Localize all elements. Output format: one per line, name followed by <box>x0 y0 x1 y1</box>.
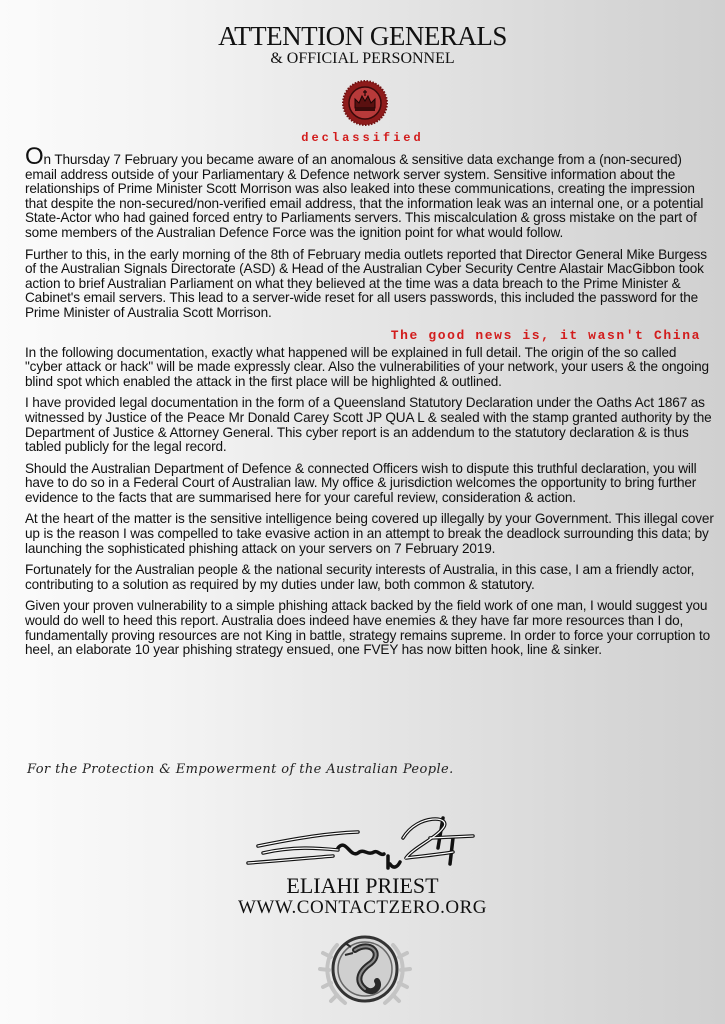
declassified-stamp: declassified <box>301 131 424 145</box>
paragraph-1: On Thursday 7 February you became aware of an anomalous & sensitive data exchange from a (non-secured) email address outside of your Parliamentary & Defence network server system. Sensitive information about the relationships of Prime Minister Scott Morrison was also leaked into these communications, creating the impression that despite the non-secured/non-verified email address, that the information leak was an internal one, or a potential State-Actor who had gained forced entry to Parliaments servers. This miscalculation & gross mistake on the part of some members of the Australian Defence Force was the ignition point for what would follow. <box>25 143 704 240</box>
paragraph-3: In the following documentation, exactly what happened will be explained in full detail. The origin of the so called "cyber attack or hack" will be made expressly clear. Also the vulnerabilities of your network, your users & the ongoing blind spot which enabled the attack in the first place will be highlighted & outlined. <box>25 344 709 389</box>
dragon-laurel-emblem-icon <box>315 925 415 1015</box>
paragraph-7: Fortunately for the Australian people & the national security interests of Australia, in this case, I am a friendly actor, contributing to a solution as required by my duties under law, both common & statutory. <box>25 562 695 592</box>
page-subtitle: & OFFICIAL PERSONNEL <box>270 50 455 67</box>
paragraph-4: I have provided legal documentation in the form of a Queensland Statutory Declaration under the Oaths Act 1867 as witnessed by Justice of the Peace Mr Donald Carey Scott JP QUA L & sealed with the stamp granted authority by the Department of Justice & Attorney General. This cyber report is an addendum to the statutory declaration & is thus tabled publicly for the legal record. <box>25 395 712 455</box>
paragraph-6: At the heart of the matter is the sensitive intelligence being covered up illegally by your Government. This illegal cover up is the reason I was compelled to take evasive action in an attempt to break the deadlock surrounding this data; by launching the sophisticated phishing attack on your servers on 7 February 2019. <box>25 511 714 556</box>
page-title: ATTENTION GENERALS <box>218 21 507 51</box>
paragraph-5: Should the Australian Department of Defence & connected Officers wish to dispute this truthful declaration, you will have to do so in a Federal Court of Australian law. My office & jurisdiction welcomes the opportunity to bring further evidence to the facts that are summarised here for your careful review, consideration & action. <box>25 460 697 505</box>
document-body <box>25 143 715 665</box>
paragraph-8: Given your proven vulnerability to a simple phishing attack backed by the field work of one man, I would suggest you would do well to heed this report. Australia does indeed have enemies & they have far more resources than I do, fundamentally proving resources are not King in battle, strategy remains supreme. In order to force your corruption to heel, an elaborate 10 year phishing strategy ensued, one FVEY has now bitten hook, line & sinker. <box>25 598 711 658</box>
document-header <box>0 22 725 68</box>
closing-motto: For the Protection & Empowerment of the Australian People. <box>27 762 454 777</box>
callout-highlight: The good news is, it wasn't China <box>390 327 701 343</box>
signatory-name: ELIAHI PRIEST <box>286 873 439 898</box>
paragraph-2: Further to this, in the early morning of the 8th of February media outlets reported that Director General Mike Burgess of the Australian Signals Directorate (ASD) & Head of the Australian Cyber Security Centre Alastair MacGibbon took action to brief Australian Parliament on what they believed at the time was a data breach to the Prime Minister & Cabinet's email servers. This lead to a server-wide reset for all users passwords, this included the password for the Prime Minister of Australia Scott Morrison. <box>25 246 707 320</box>
drop-cap: O <box>25 143 44 170</box>
handwritten-signature-icon <box>238 808 488 878</box>
crown-seal-icon <box>342 80 388 126</box>
website-url: WWW.CONTACTZERO.ORG <box>238 897 487 918</box>
